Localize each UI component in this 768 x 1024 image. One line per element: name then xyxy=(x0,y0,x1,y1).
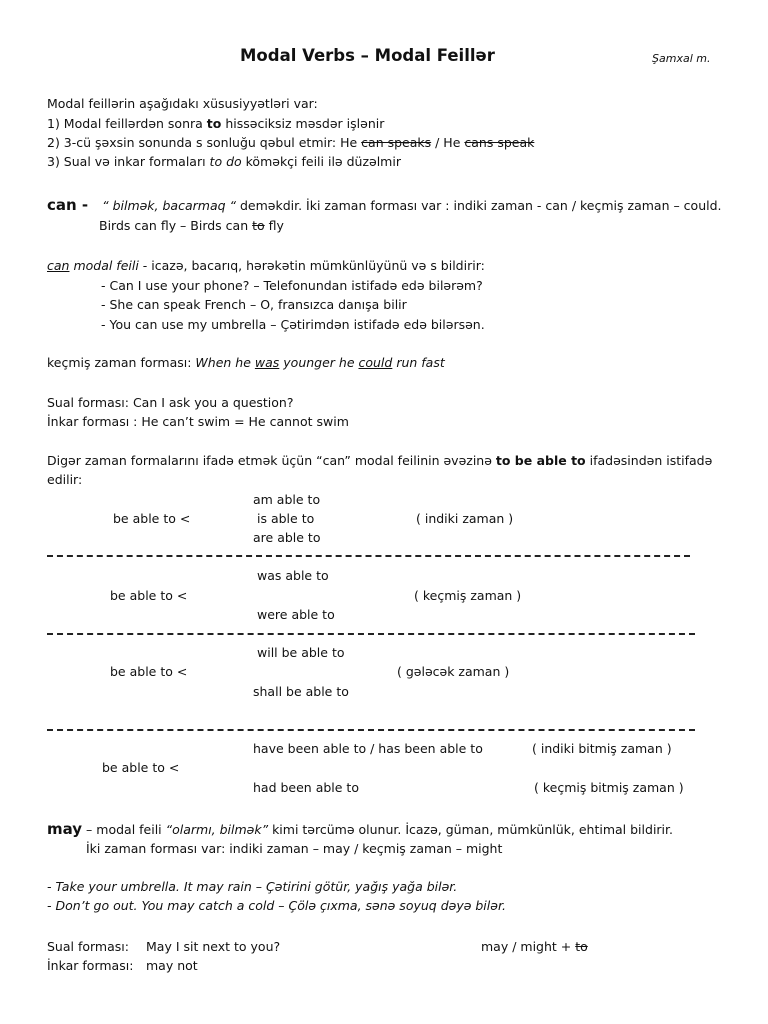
can-meaning: “ bilmək, bacarmaq “ xyxy=(98,198,236,213)
can-question-form: Sual forması: Can I ask you a question? xyxy=(47,395,294,410)
other-forms-intro xyxy=(47,453,712,468)
perfect-form-2: had been able to xyxy=(253,780,359,795)
may-dash: – modal feili xyxy=(82,822,166,837)
may-negative: may not xyxy=(146,958,198,973)
present-label: be able to < xyxy=(113,511,191,526)
separator-2 xyxy=(47,633,695,635)
other-forms-text: Digər zaman formalarını ifadə etmək üçün “can” modal feilinin əvəzinə xyxy=(47,453,496,468)
may-description: kimi tərcümə olunur. İcazə, güman, mümkünlük, ehtimal bildirir. xyxy=(268,822,673,837)
may-note xyxy=(481,939,588,954)
may-example-1: - Take your umbrella. It may rain – Çətirini götür, yağış yağa bilər. xyxy=(47,879,458,894)
can-example xyxy=(99,218,284,233)
can-modal-heading xyxy=(47,258,485,273)
may-note-text: may / might + xyxy=(481,939,576,954)
can-example-3: - You can use my umbrella – Çətirimdən istifadə edə bilərsən. xyxy=(101,317,485,332)
may-definition xyxy=(47,820,673,838)
can-past-form xyxy=(47,355,445,370)
can-example-2: - She can speak French – O, fransızca danışa bilir xyxy=(101,297,407,312)
rule-1-rest: hissəciksiz məsdər işlənir xyxy=(221,116,385,131)
rule-3 xyxy=(47,154,401,169)
present-tense: ( indiki zaman ) xyxy=(416,511,514,526)
future-form-2: shall be able to xyxy=(253,684,349,699)
may-tense-forms: İki zaman forması var: indiki zaman – may / keçmiş zaman – might xyxy=(86,841,503,856)
other-forms-rest: ifadəsindən istifadə xyxy=(585,453,713,468)
past-was: was xyxy=(254,355,280,370)
past-tense: ( keçmiş zaman ) xyxy=(414,588,522,603)
perfect-form-1: have been able to / has been able to xyxy=(253,741,483,756)
separator-1 xyxy=(47,555,690,557)
separator-3 xyxy=(47,729,695,731)
present-form-3: are able to xyxy=(253,530,321,545)
may-word: may xyxy=(47,820,83,838)
can-definition xyxy=(47,196,722,214)
can-negative-form: İnkar forması : He can’t swim = He cannot swim xyxy=(47,414,349,429)
can-example-text: Birds can fly – Birds can xyxy=(99,218,253,233)
can-example-1: - Can I use your phone? – Telefonundan istifadə edə bilərəm? xyxy=(101,278,483,293)
perfect-tense-1: ( indiki bitmiş zaman ) xyxy=(532,741,672,756)
to-be-able-to: to be able to xyxy=(495,453,586,468)
page-title: Modal Verbs – Modal Feillər xyxy=(240,46,495,65)
may-question: May I sit next to you? xyxy=(146,939,281,954)
can-modal-word: can xyxy=(47,258,70,273)
rule-2 xyxy=(47,135,534,150)
can-word: can - xyxy=(47,196,89,214)
can-modal-rest: modal feili xyxy=(69,258,139,273)
present-form-1: am able to xyxy=(253,492,321,507)
can-modal-description: - icazə, bacarıq, hərəkətin mümkünlüyünü və s bildirir: xyxy=(138,258,485,273)
present-form-2: is able to xyxy=(257,511,315,526)
rule-2-strike-2: cans speak xyxy=(464,135,535,150)
rule-1 xyxy=(47,116,384,131)
other-forms-end: edilir: xyxy=(47,472,83,487)
may-question-label: Sual forması: xyxy=(47,939,129,954)
future-tense: ( gələcək zaman ) xyxy=(397,664,510,679)
past-text-3: run fast xyxy=(392,355,445,370)
may-note-strike: to xyxy=(575,939,588,954)
rule-1-text: 1) Modal feillərdən sonra xyxy=(47,116,207,131)
intro-heading: Modal feillərin aşağıdakı xüsusiyyətləri var: xyxy=(47,96,318,111)
perfect-label: be able to < xyxy=(102,760,180,775)
rule-3-rest: köməkçi feili ilə düzəlmir xyxy=(241,154,401,169)
past-label: be able to < xyxy=(110,588,188,603)
past-text-1: When he xyxy=(195,355,255,370)
past-text-2: younger he xyxy=(279,355,359,370)
rule-2-mid: / He xyxy=(431,135,465,150)
can-description: deməkdir. İki zaman forması var : indiki zaman - can / keçmiş zaman – could. xyxy=(235,198,722,213)
rule-1-to: to xyxy=(206,116,222,131)
can-example-strike: to xyxy=(252,218,265,233)
may-example-2: - Don’t go out. You may catch a cold – Çölə çıxma, sənə soyuq dəyə bilər. xyxy=(47,898,506,913)
past-form-2: were able to xyxy=(257,607,335,622)
rule-3-text: 3) Sual və inkar formaları xyxy=(47,154,210,169)
rule-3-to-do: to do xyxy=(209,154,242,169)
past-could: could xyxy=(358,355,393,370)
past-form-1: was able to xyxy=(257,568,329,583)
past-label: keçmiş zaman forması: xyxy=(47,355,196,370)
can-example-end: fly xyxy=(264,218,284,233)
rule-2-text: 2) 3-cü şəxsin sonunda s sonluğu qəbul etmir: He xyxy=(47,135,362,150)
future-form-1: will be able to xyxy=(257,645,345,660)
future-label: be able to < xyxy=(110,664,188,679)
rule-2-strike-1: can speaks xyxy=(361,135,432,150)
may-negative-label: İnkar forması: xyxy=(47,958,134,973)
may-meaning: “olarmı, bilmək” xyxy=(165,822,269,837)
author-name: Şamxal m. xyxy=(652,52,711,65)
perfect-tense-2: ( keçmiş bitmiş zaman ) xyxy=(534,780,684,795)
